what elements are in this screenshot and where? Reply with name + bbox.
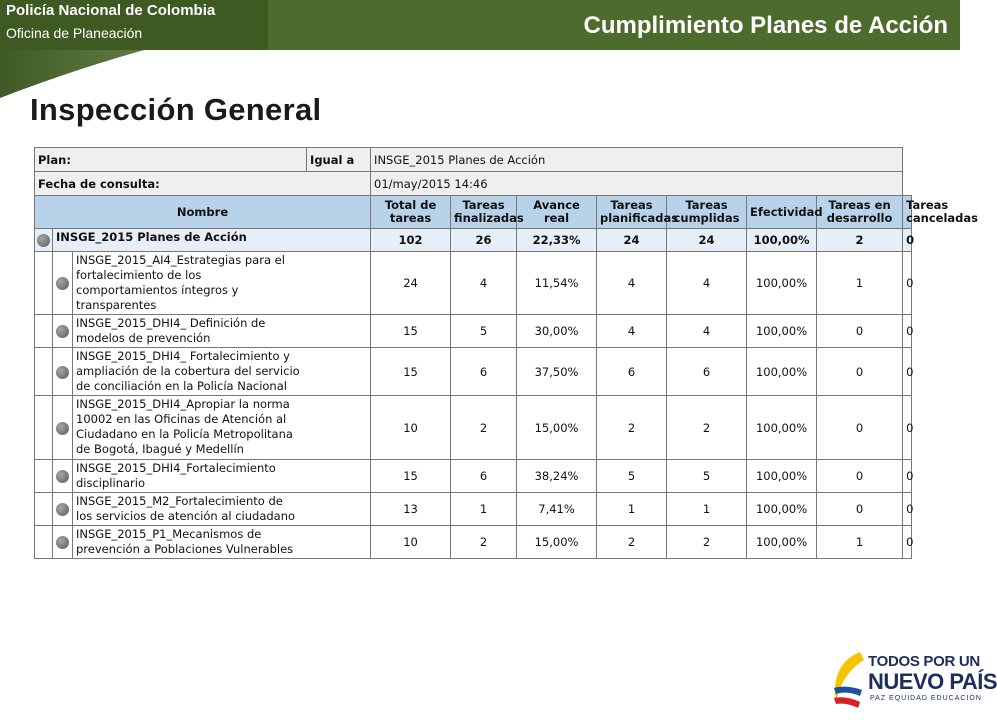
summary-effectiveness: 100,00% (747, 229, 817, 252)
cell-progress: 15,00% (517, 526, 597, 559)
row-status (53, 460, 73, 493)
col-name: Nombre (35, 196, 371, 229)
plan-label: Plan: (35, 148, 307, 172)
summary-total: 102 (371, 229, 451, 252)
col-fulfilled: Tareas cumplidas (667, 196, 747, 229)
cell-progress: 37,50% (517, 348, 597, 396)
deck-title: Cumplimiento Planes de Acción (583, 12, 948, 39)
plan-row (35, 315, 912, 348)
indent-cell (35, 396, 53, 460)
status-dot-icon (56, 503, 69, 516)
status-dot-icon (56, 325, 69, 338)
cell-effectiveness: 100,00% (747, 396, 817, 460)
cell-progress: 30,00% (517, 315, 597, 348)
summary-row (35, 229, 912, 252)
cell-effectiveness: 100,00% (747, 526, 817, 559)
org-name: Policía Nacional de Colombia (6, 2, 216, 19)
plan-row (35, 252, 912, 315)
cell-effectiveness: 100,00% (747, 493, 817, 526)
cell-in-progress: 0 (817, 315, 903, 348)
status-dot-icon (56, 366, 69, 379)
column-header-row (35, 196, 912, 229)
plan-row (35, 460, 912, 493)
cell-in-progress: 0 (817, 348, 903, 396)
cell-progress: 15,00% (517, 396, 597, 460)
col-total: Total de tareas (371, 196, 451, 229)
plan-rows (35, 252, 912, 559)
cell-planned: 6 (597, 348, 667, 396)
logo-emblem-icon (826, 650, 870, 712)
status-dot-icon (56, 536, 69, 549)
cell-in-progress: 1 (817, 252, 903, 315)
row-status (53, 252, 73, 315)
plan-value: INSGE_2015 Planes de Acción (371, 148, 903, 172)
status-dot-icon (56, 277, 69, 290)
date-label: Fecha de consulta: (35, 172, 371, 196)
cell-cancelled: 0 (903, 348, 912, 396)
cell-planned: 2 (597, 526, 667, 559)
logo-line-3: PAZ EQUIDAD EDUCACIÓN (870, 695, 982, 702)
cell-total: 10 (371, 396, 451, 460)
match-label: Igual a (307, 148, 371, 172)
indent-cell (35, 252, 53, 315)
status-dot-icon (37, 234, 50, 247)
indent-cell (35, 526, 53, 559)
cell-fulfilled: 1 (667, 493, 747, 526)
plan-row (35, 526, 912, 559)
cell-fulfilled: 4 (667, 315, 747, 348)
logo-line-1: TODOS POR UN (868, 653, 980, 670)
cell-planned: 4 (597, 252, 667, 315)
cell-total: 24 (371, 252, 451, 315)
cell-total: 15 (371, 348, 451, 396)
action-plan-report (34, 147, 978, 559)
cell-progress: 11,54% (517, 252, 597, 315)
cell-progress: 7,41% (517, 493, 597, 526)
cell-total: 15 (371, 460, 451, 493)
header-banner (0, 0, 960, 100)
summary-status (35, 229, 53, 252)
plan-row (35, 493, 912, 526)
indent-cell (35, 348, 53, 396)
cell-effectiveness: 100,00% (747, 348, 817, 396)
cell-finished: 1 (451, 493, 517, 526)
plan-name: INSGE_2015_DHI4_ Definición de modelos de prevención (73, 315, 371, 348)
cell-in-progress: 1 (817, 526, 903, 559)
summary-finished: 26 (451, 229, 517, 252)
status-dot-icon (56, 470, 69, 483)
plan-name: INSGE_2015_P1_Mecanismos de prevención a Poblaciones Vulnerables (73, 526, 371, 559)
plan-name: INSGE_2015_DHI4_Fortalecimiento disciplinario (73, 460, 371, 493)
plan-name: INSGE_2015_DHI4_Apropiar la norma 10002 en las Oficinas de Atención al Ciudadano en la Policía Metropolitana de Bogotá, Ibagué y Medellín (73, 396, 371, 460)
cell-total: 15 (371, 315, 451, 348)
cell-finished: 2 (451, 396, 517, 460)
summary-fulfilled: 24 (667, 229, 747, 252)
summary-cancelled: 0 (903, 229, 912, 252)
cell-fulfilled: 5 (667, 460, 747, 493)
row-status (53, 493, 73, 526)
cell-total: 13 (371, 493, 451, 526)
date-value: 01/may/2015 14:46 (371, 172, 903, 196)
cell-fulfilled: 6 (667, 348, 747, 396)
cell-finished: 5 (451, 315, 517, 348)
cell-effectiveness: 100,00% (747, 315, 817, 348)
query-date-row (35, 172, 912, 196)
col-effectiveness: Efectividad (747, 196, 817, 229)
indent-cell (35, 315, 53, 348)
cell-finished: 6 (451, 348, 517, 396)
summary-in-progress: 2 (817, 229, 903, 252)
summary-progress: 22,33% (517, 229, 597, 252)
cell-cancelled: 0 (903, 315, 912, 348)
cell-in-progress: 0 (817, 493, 903, 526)
cell-fulfilled: 4 (667, 252, 747, 315)
col-finished: Tareas finalizadas (451, 196, 517, 229)
page-title: Inspección General (30, 92, 322, 127)
cell-cancelled: 0 (903, 396, 912, 460)
row-status (53, 396, 73, 460)
cell-planned: 4 (597, 315, 667, 348)
plan-row (35, 348, 912, 396)
col-cancelled: Tareas canceladas (903, 196, 912, 229)
indent-cell (35, 493, 53, 526)
cell-cancelled: 0 (903, 252, 912, 315)
summary-planned: 24 (597, 229, 667, 252)
plan-row (35, 396, 912, 460)
todos-por-un-nuevo-pais-logo (826, 650, 997, 712)
col-progress: Avance real (517, 196, 597, 229)
cell-in-progress: 0 (817, 396, 903, 460)
col-in-progress: Tareas en desarrollo (817, 196, 903, 229)
cell-fulfilled: 2 (667, 396, 747, 460)
cell-finished: 2 (451, 526, 517, 559)
row-status (53, 315, 73, 348)
indent-cell (35, 460, 53, 493)
cell-in-progress: 0 (817, 460, 903, 493)
logo-line-2: NUEVO PAÍS (868, 669, 997, 694)
cell-planned: 2 (597, 396, 667, 460)
org-unit: Oficina de Planeación (6, 25, 143, 41)
cell-cancelled: 0 (903, 493, 912, 526)
summary-name: INSGE_2015 Planes de Acción (53, 229, 371, 252)
col-planned: Tareas planificadas (597, 196, 667, 229)
row-status (53, 526, 73, 559)
cell-effectiveness: 100,00% (747, 460, 817, 493)
cell-fulfilled: 2 (667, 526, 747, 559)
cell-progress: 38,24% (517, 460, 597, 493)
plan-name: INSGE_2015_DHI4_ Fortalecimiento y ampliación de la cobertura del servicio de conciliación en la Policía Nacional (73, 348, 371, 396)
cell-cancelled: 0 (903, 460, 912, 493)
cell-finished: 6 (451, 460, 517, 493)
row-status (53, 348, 73, 396)
cell-finished: 4 (451, 252, 517, 315)
plan-filter-row (35, 148, 912, 172)
status-dot-icon (56, 422, 69, 435)
plan-name: INSGE_2015_AI4_Estrategias para el fortalecimiento de los comportamientos íntegros y transparentes (73, 252, 371, 315)
cell-cancelled: 0 (903, 526, 912, 559)
cell-total: 10 (371, 526, 451, 559)
cell-planned: 5 (597, 460, 667, 493)
plan-name: INSGE_2015_M2_Fortalecimiento de los servicios de atención al ciudadano (73, 493, 371, 526)
cell-planned: 1 (597, 493, 667, 526)
cell-effectiveness: 100,00% (747, 252, 817, 315)
